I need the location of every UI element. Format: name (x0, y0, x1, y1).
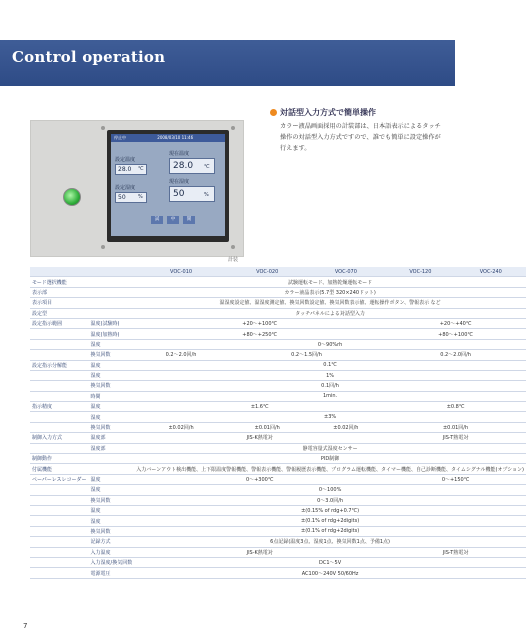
row-group-label: 設定指示分解能 (30, 360, 89, 370)
table-row (30, 495, 526, 505)
power-lamp-icon (63, 188, 81, 206)
table-row (30, 526, 526, 536)
lcd-status: 停止中 (114, 135, 126, 140)
table-header-cell (30, 267, 89, 277)
row-group-label (30, 547, 89, 557)
row-item-label (89, 464, 135, 474)
table-row (30, 360, 526, 370)
table-row (30, 412, 526, 422)
row-item-label: 温度(試験時) (89, 318, 135, 328)
table-row (30, 433, 526, 443)
row-group-label: 付属機能 (30, 464, 89, 474)
table-row (30, 391, 526, 401)
table-row (30, 318, 526, 328)
table-cell: ±0.02回/h (307, 422, 386, 432)
feature-title: 対話型入力方式で簡単操作 (280, 108, 376, 117)
row-group-label (30, 443, 89, 453)
lcd-label: 現在温度 (169, 151, 190, 157)
table-row (30, 339, 526, 349)
row-item-label: 温度 (89, 360, 135, 370)
table-cell: 静電容量式湿度センサー (134, 443, 526, 453)
table-cell: +80〜+100℃ (385, 329, 526, 339)
lcd-frame (107, 130, 229, 242)
row-item-label: 湿度 (89, 412, 135, 422)
table-cell: JIS-K熱電対 (134, 547, 385, 557)
model-name-cell: VOC-240 (456, 267, 526, 277)
table-cell: 0〜90%rh (134, 339, 526, 349)
row-item-label: 換気回数 (89, 495, 135, 505)
row-group-label: 設定型 (30, 308, 89, 318)
lcd-label: 設定湿度 (115, 185, 136, 191)
row-item-label: 入力温度 (89, 547, 135, 557)
row-group-label (30, 329, 89, 339)
row-item-label: 温度部 (89, 433, 135, 443)
table-row (30, 422, 526, 432)
table-cell: JIS-T熱電対 (385, 433, 526, 443)
row-group-label (30, 350, 89, 360)
row-item-label (89, 454, 135, 464)
row-item-label: 温度 (89, 402, 135, 412)
row-group-label (30, 505, 89, 515)
table-row (30, 402, 526, 412)
table-cell: ±0.8℃ (385, 402, 526, 412)
lcd-value-box[interactable] (115, 192, 147, 203)
table-cell: ±(0.15% of rdg+0.7℃) (134, 505, 526, 515)
row-item-label: 換気回数 (89, 422, 135, 432)
screw-icon (231, 245, 235, 249)
lcd-unit: ℃ (204, 164, 210, 170)
screw-icon (101, 245, 105, 249)
row-item-label: 換気回数 (89, 526, 135, 536)
page-number: 7 (23, 622, 28, 630)
lcd-unit: ℃ (138, 166, 144, 172)
lcd-button[interactable]: 試 (151, 216, 163, 224)
page-title: Control operation (12, 48, 166, 66)
screw-icon (101, 126, 105, 130)
table-cell: 入力バーンアウト検出機能、上下限温度警報機能、警報表示機能、警報履歴表示機能、プログラム運転機能、タイマー機能、自己診断機能、タイムシグナル機能(オプション) (134, 464, 526, 474)
table-row (30, 308, 526, 318)
table-header-cell (89, 267, 135, 277)
table-row (30, 505, 526, 515)
row-group-label (30, 557, 89, 567)
model-name-cell: VOC-120 (385, 267, 455, 277)
table-cell: 0.2〜2.0回/h (385, 350, 526, 360)
row-group-label (30, 422, 89, 432)
table-row (30, 298, 526, 308)
row-item-label: 湿度 (89, 485, 135, 495)
table-cell: 0.2〜2.0回/h (134, 350, 228, 360)
table-cell: 0.1回/h (134, 381, 526, 391)
table-cell: +80〜+250℃ (134, 329, 385, 339)
table-row (30, 277, 526, 287)
table-cell: ±1.6℃ (134, 402, 385, 412)
model-name-cell: VOC-010 (134, 267, 228, 277)
spec-table (30, 267, 526, 579)
row-group-label (30, 516, 89, 526)
row-item-label: 温度 (89, 474, 135, 484)
table-row (30, 485, 526, 495)
row-group-label: 表示部 (30, 287, 89, 297)
table-cell: 6点記録(温度3点、湿度1点、換気回数1点、予備1点) (134, 537, 526, 547)
row-group-label (30, 370, 89, 380)
feature-body: カラー液晶画面採用の計装部は、日本語表示によるタッチ操作の対話型入力方式ですので、誰でも簡単に設定操作が行えます。 (280, 123, 441, 152)
row-group-label: 表示項目 (30, 298, 89, 308)
lcd-value-box[interactable] (115, 164, 147, 175)
table-row (30, 443, 526, 453)
lcd-status-bar (111, 134, 225, 142)
table-cell: AC100〜240V 50/60Hz (134, 568, 526, 578)
row-group-label: 制御動作 (30, 454, 89, 464)
row-group-label (30, 568, 89, 578)
photo-caption: 計装 (228, 257, 239, 263)
row-group-label (30, 495, 89, 505)
header-band (0, 40, 455, 86)
row-item-label: 時間 (89, 391, 135, 401)
table-cell: 温湿度設定値、温湿度測定値、換気回数設定値、換気回数表示値、運転操作ボタン、警報表示 など (134, 298, 526, 308)
row-group-label (30, 381, 89, 391)
table-cell: JIS-K熱電対 (134, 433, 385, 443)
row-group-label: 制御入力方式 (30, 433, 89, 443)
table-cell: 0〜+300℃ (134, 474, 385, 484)
table-cell: カラー液晶表示(5.7型 320×240ドット) (134, 287, 526, 297)
table-cell: 0〜3.0回/h (134, 495, 526, 505)
row-item-label (89, 287, 135, 297)
table-row (30, 557, 526, 567)
table-row (30, 287, 526, 297)
row-item-label (89, 277, 135, 287)
table-cell: 試験運転モード、加熱乾燥運転モード (134, 277, 526, 287)
table-cell: 1min. (134, 391, 526, 401)
lcd-button[interactable]: 中 (167, 216, 179, 224)
table-cell: +20〜+40℃ (385, 318, 526, 328)
table-cell: ±0.01回/h (385, 422, 526, 432)
row-item-label: 湿度 (89, 370, 135, 380)
table-cell: 0.2〜1.5回/h (228, 350, 385, 360)
row-group-label (30, 412, 89, 422)
lcd-label: 現在湿度 (169, 179, 190, 185)
row-item-label: 湿度 (89, 339, 135, 349)
row-item-label: 温度(加熱時) (89, 329, 135, 339)
table-row (30, 516, 526, 526)
table-cell: タッチパネルによる対話型入力 (134, 308, 526, 318)
model-name-cell: VOC-020 (228, 267, 307, 277)
table-row (30, 329, 526, 339)
row-group-label (30, 391, 89, 401)
row-item-label: 電源電圧 (89, 568, 135, 578)
lcd-value-box (169, 186, 215, 202)
table-cell: ±(0.1% of rdg+2digits) (134, 526, 526, 536)
lcd-date: 2008/03/10 11:46 (157, 135, 194, 140)
control-panel-photo (30, 120, 244, 257)
table-row (30, 537, 526, 547)
table-cell: PID制御 (134, 454, 526, 464)
table-cell: ±0.01回/h (228, 422, 307, 432)
table-cell: 0〜100% (134, 485, 526, 495)
row-group-label: 設定指示範囲 (30, 318, 89, 328)
row-item-label: 湿度 (89, 516, 135, 526)
table-cell: 0.1℃ (134, 360, 526, 370)
model-header-row (30, 267, 526, 277)
lcd-unit: % (204, 192, 209, 198)
table-cell: DC1〜5V (134, 557, 526, 567)
lcd-unit: % (138, 194, 143, 200)
lcd-value: 50 (118, 194, 126, 201)
row-group-label (30, 339, 89, 349)
row-group-label (30, 537, 89, 547)
row-item-label (89, 298, 135, 308)
table-cell: ±(0.1% of rdg+2digits) (134, 516, 526, 526)
table-row (30, 381, 526, 391)
table-row (30, 547, 526, 557)
table-row (30, 464, 526, 474)
row-item-label (89, 308, 135, 318)
row-group-label (30, 526, 89, 536)
row-group-label: ペーパーレスレコーダー (30, 474, 89, 484)
row-group-label (30, 485, 89, 495)
table-cell: +20〜+100℃ (134, 318, 385, 328)
table-cell: JIS-T熱電対 (385, 547, 526, 557)
lcd-value-box (169, 158, 215, 174)
table-cell: 0〜+150℃ (385, 474, 526, 484)
row-item-label: 記録方式 (89, 537, 135, 547)
lcd-screen (111, 134, 225, 236)
row-item-label: 換気回数 (89, 350, 135, 360)
row-item-label: 入力湿度/換気回数 (89, 557, 135, 567)
lcd-label: 設定温度 (115, 157, 136, 163)
lcd-value: 28.0 (173, 161, 194, 171)
row-item-label: 温度 (89, 505, 135, 515)
table-row (30, 350, 526, 360)
bullet-icon (270, 109, 277, 116)
screw-icon (231, 126, 235, 130)
row-item-label: 湿度部 (89, 443, 135, 453)
table-row (30, 568, 526, 578)
lcd-button[interactable]: 開 (183, 216, 195, 224)
table-row (30, 474, 526, 484)
table-cell: ±0.02回/h (134, 422, 228, 432)
table-cell: 1% (134, 370, 526, 380)
row-item-label: 換気回数 (89, 381, 135, 391)
lcd-value: 28.0 (118, 166, 132, 173)
table-row (30, 370, 526, 380)
row-group-label: 指示精度 (30, 402, 89, 412)
table-row (30, 454, 526, 464)
lcd-value: 50 (173, 189, 185, 199)
table-cell: ±3% (134, 412, 526, 422)
row-group-label: モード選択機能 (30, 277, 89, 287)
model-name-cell: VOC-070 (307, 267, 386, 277)
